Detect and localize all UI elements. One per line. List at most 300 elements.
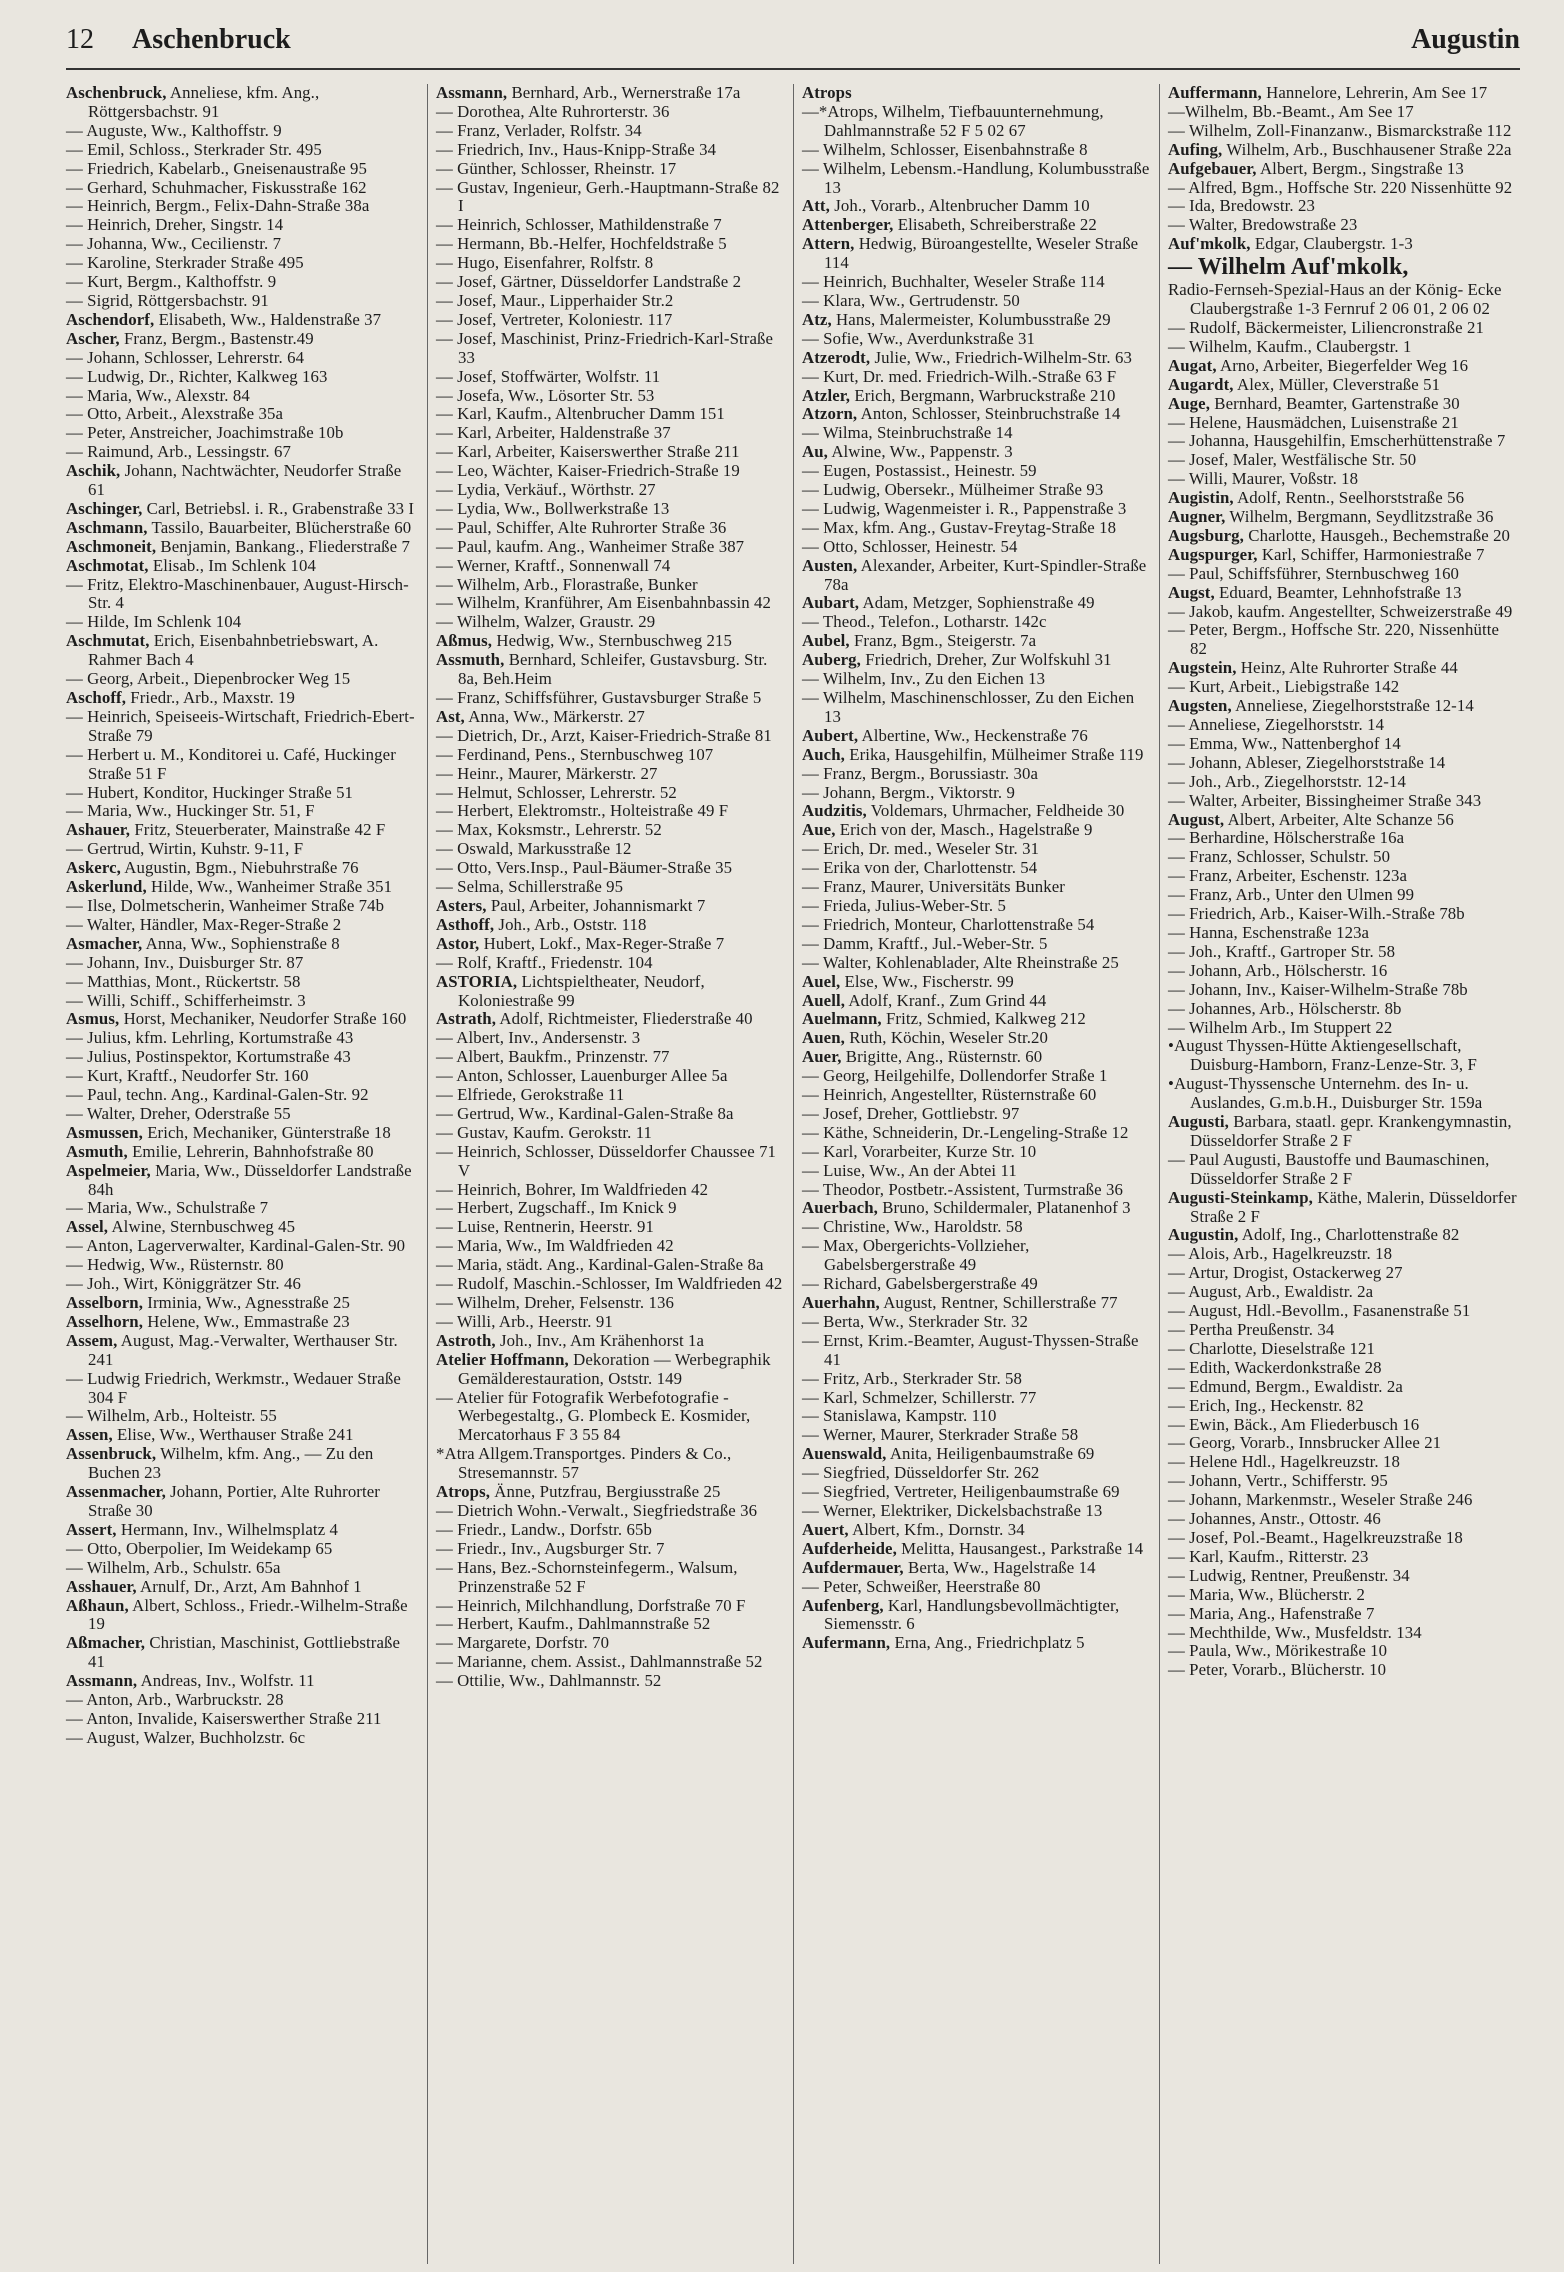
entry-surname: Aubart, [802, 593, 860, 613]
directory-entry [66, 197, 421, 216]
directory-entry [66, 500, 421, 519]
directory-entry [1168, 357, 1520, 376]
entry-text: — Johanna, Ww., Cecilienstr. 7 [66, 234, 282, 254]
entry-text: Elisabeth, Ww., Haldenstraße 37 [154, 309, 382, 329]
directory-entry [436, 1313, 787, 1332]
directory-entry [1168, 508, 1520, 527]
entry-text: Albert, Bergm., Singstraße 13 [1256, 158, 1464, 178]
entry-text: Helene, Ww., Emmastraße 23 [143, 1311, 350, 1331]
entry-text: — Werner, Elektriker, Dickelsbachstraße 13 [802, 1500, 1103, 1520]
entry-surname: Assem, [66, 1330, 118, 1350]
directory-entry [436, 160, 787, 179]
entry-surname: Ast, [436, 706, 465, 726]
directory-entry [66, 368, 421, 387]
entry-text: — Margarete, Dorfstr. 70 [436, 1633, 610, 1653]
entry-text: Adolf, Ing., Charlottenstraße 82 [1238, 1225, 1460, 1245]
entry-text: — Sigrid, Röttgersbachstr. 91 [66, 290, 269, 310]
directory-entry [802, 330, 1153, 349]
directory-entry [436, 424, 787, 443]
directory-entry [802, 103, 1153, 141]
directory-entry [802, 1181, 1153, 1200]
entry-surname: Aufgebauer, [1168, 158, 1257, 178]
directory-entry [802, 897, 1153, 916]
entry-text: — Rolf, Kraftf., Friedenstr. 104 [436, 952, 653, 972]
directory-entry [802, 368, 1153, 387]
entry-text: Käthe, Malerin, Düsseldorfer Straße 2 F [1190, 1187, 1517, 1226]
entry-text: — Max, Koksmstr., Lehrerstr. 52 [436, 820, 662, 840]
entry-text: Friedr., Arb., Maxstr. 19 [126, 688, 296, 707]
entry-text: — Hubert, Konditor, Huckinger Straße 51 [66, 782, 354, 802]
directory-entry [66, 1029, 421, 1048]
directory-entry [1168, 1226, 1520, 1245]
directory-entry [1168, 1340, 1520, 1359]
directory-entry [436, 821, 787, 840]
entry-text: — Siegfried, Vertreter, Heiligenbaumstraße 69 [802, 1482, 1120, 1502]
directory-entry [1168, 1548, 1520, 1567]
entry-text: — Kurt, Arbeit., Liebigstraße 142 [1168, 677, 1400, 697]
directory-entry [802, 235, 1153, 273]
entry-text: — Julius, kfm. Lehrling, Kortumstraße 43 [66, 1028, 354, 1048]
entry-text: —Wilhelm, Bb.-Beamt., Am See 17 [1168, 101, 1414, 121]
directory-entry [1168, 981, 1520, 1000]
entry-text: — Dorothea, Alte Ruhrorterstr. 36 [436, 101, 670, 121]
directory-entry [66, 1086, 421, 1105]
directory-entry [436, 1294, 787, 1313]
directory-entry [436, 840, 787, 859]
entry-text: — Peter, Schweißer, Heerstraße 80 [802, 1576, 1041, 1596]
directory-entry [1168, 792, 1520, 811]
entry-text: — Gustav, Ingenieur, Gerh.-Hauptmann-Straße 82 I [436, 177, 780, 216]
directory-entry [66, 1162, 421, 1200]
entry-text: — Heinrich, Schlosser, Mathildenstraße 7 [436, 215, 722, 235]
entry-surname: Aue, [802, 820, 836, 840]
entry-surname: Asmuth, [66, 1141, 128, 1161]
directory-entry [1168, 1529, 1520, 1548]
entry-text: — Maria, Ww., Alexstr. 84 [66, 385, 250, 405]
entry-text: — Marianne, chem. Assist., Dahlmannstraße 52 [436, 1652, 763, 1672]
entry-text: — Damm, Kraftf., Jul.-Weber-Str. 5 [802, 933, 1048, 953]
directory-entry [1168, 414, 1520, 433]
entry-text: — Hugo, Eisenfahrer, Rolfstr. 8 [436, 253, 654, 273]
entry-text: — Luise, Ww., An der Abtei 11 [802, 1160, 1017, 1180]
entry-text: Horst, Mechaniker, Neudorfer Straße 160 [119, 1009, 407, 1029]
entry-text: Tassilo, Bauarbeiter, Blücherstraße 60 [147, 517, 412, 537]
entry-text: — Wilhelm, Arb., Holteistr. 55 [66, 1406, 277, 1426]
entry-text: — Anton, Schlosser, Lauenburger Allee 5a [436, 1066, 728, 1086]
entry-text: — Wilhelm, Walzer, Graustr. 29 [436, 612, 656, 632]
directory-entry [1168, 621, 1520, 659]
entry-text: — Franz, Maurer, Universitäts Bunker [802, 877, 1065, 897]
entry-text: — Johann, Inv., Duisburger Str. 87 [66, 952, 304, 972]
entry-text: August, Mag.-Verwalter, Werthauser Str. 241 [88, 1330, 398, 1369]
entry-text: — Helmut, Schlosser, Lehrerstr. 52 [436, 782, 677, 802]
entry-text: — Maria, Ww., Blücherstr. 2 [1168, 1584, 1366, 1604]
directory-entry [802, 670, 1153, 689]
entry-text: — Fritz, Arb., Sterkrader Str. 58 [802, 1368, 1023, 1388]
entry-text: Elisab., Im Schlenk 104 [148, 555, 316, 575]
directory-entry [802, 1275, 1153, 1294]
entry-text: Maria, Ww., Düsseldorfer Landstraße 84h [88, 1160, 412, 1199]
directory-entry [66, 1048, 421, 1067]
entry-text: — Ludwig, Rentner, Preußenstr. 34 [1168, 1565, 1410, 1585]
entry-text: — Dietrich, Dr., Arzt, Kaiser-Friedrich-Straße 81 [436, 725, 772, 745]
entry-text: — Karl, Schmelzer, Schillerstr. 77 [802, 1387, 1037, 1407]
directory-entry [1168, 659, 1520, 678]
entry-text: — Willi, Schiff., Schifferheimstr. 3 [66, 990, 306, 1010]
entry-surname: Asselhorn, [66, 1311, 143, 1331]
directory-entry [436, 784, 787, 803]
entry-text: — Franz, Verlader, Rolfstr. 34 [436, 120, 642, 140]
entry-text: — Maria, Ang., Hafenstraße 7 [1168, 1603, 1375, 1623]
entry-text: Fritz, Steuerberater, Mainstraße 42 F [130, 820, 386, 840]
directory-entry [1168, 1302, 1520, 1321]
entry-text: — Anton, Invalide, Kaiserswerther Straße 211 [66, 1708, 382, 1728]
directory-entry [66, 1275, 421, 1294]
directory-entry [66, 1672, 421, 1691]
directory-entry [66, 1540, 421, 1559]
columns [30, 84, 1534, 2264]
directory-entry [66, 1313, 421, 1332]
entry-text: Brigitte, Ang., Rüsternstr. 60 [841, 1047, 1043, 1067]
entry-text: — Heinrich, Buchhalter, Weseler Straße 114 [802, 272, 1105, 292]
directory-entry [802, 821, 1153, 840]
entry-text: Joh., Arb., Oststr. 118 [494, 914, 647, 934]
entry-text: — Walter, Bredowstraße 23 [1168, 215, 1358, 235]
directory-entry [66, 1426, 421, 1445]
entry-text: — Karl, Arbeiter, Haldenstraße 37 [436, 423, 671, 443]
entry-text: — Werner, Maurer, Sterkrader Straße 58 [802, 1425, 1079, 1445]
entry-text: — Karl, Vorarbeiter, Kurze Str. 10 [802, 1141, 1037, 1161]
entry-text: — Hanna, Eschenstraße 123a [1168, 922, 1370, 942]
directory-entry [802, 1162, 1153, 1181]
entry-text: — Günther, Schlosser, Rheinstr. 17 [436, 158, 677, 178]
entry-text: — Heinrich, Speiseeis-Wirtschaft, Friedrich-Ebert-Straße 79 [66, 706, 415, 745]
entry-text: — Joh., Arb., Ziegelhorststr. 12-14 [1168, 771, 1406, 791]
directory-entry [1168, 546, 1520, 565]
entry-text: Wilhelm, Bergmann, Seydlitzstraße 36 [1225, 507, 1494, 527]
entry-surname: Astrath, [436, 1009, 496, 1029]
entry-text: Elisabeth, Schreiberstraße 22 [893, 215, 1097, 235]
directory-entry [1168, 886, 1520, 905]
directory-entry [802, 1445, 1153, 1464]
entry-text: Albertine, Ww., Heckenstraße 76 [858, 725, 1088, 745]
directory-entry [1168, 470, 1520, 489]
directory-entry [1168, 1567, 1520, 1586]
entry-text: — Walter, Kohlenablader, Alte Rheinstraße 25 [802, 952, 1119, 972]
directory-entry [1168, 1378, 1520, 1397]
entry-surname: Asthoff, [436, 914, 495, 934]
directory-entry [436, 405, 787, 424]
entry-text: — Johann, Schlosser, Lehrerstr. 64 [66, 347, 305, 367]
entry-text: — Anton, Arb., Warbruckstr. 28 [66, 1690, 284, 1710]
entry-text: — Franz, Arbeiter, Eschenstr. 123a [1168, 866, 1407, 886]
entry-text: — Franz, Arb., Unter den Ulmen 99 [1168, 885, 1415, 905]
directory-entry [436, 1218, 787, 1237]
directory-entry [802, 1010, 1153, 1029]
directory-entry [1168, 216, 1520, 235]
directory-entry [802, 1048, 1153, 1067]
entry-surname: Ascher, [66, 328, 120, 348]
entry-surname: Aschmann, [66, 517, 148, 537]
entry-text: — Lydia, Verkäuf., Wörthstr. 27 [436, 480, 656, 500]
entry-text: Friedrich, Dreher, Zur Wolfskuhl 31 [860, 650, 1112, 670]
entry-text: — Otto, Arbeit., Alexstraße 35a [66, 404, 284, 424]
entry-surname: Audzitis, [802, 801, 867, 821]
directory-entry [436, 708, 787, 727]
column-2 [428, 84, 794, 2264]
directory-entry [802, 973, 1153, 992]
entry-text: — Albert, Baukfm., Prinzenstr. 77 [436, 1047, 670, 1067]
directory-entry [802, 557, 1153, 595]
directory-entry [436, 538, 787, 557]
entry-text: Melitta, Hausangest., Parkstraße 14 [896, 1538, 1144, 1558]
directory-entry [436, 1672, 787, 1691]
entry-surname: Augspurger, [1168, 544, 1258, 564]
entry-text: — Paul, kaufm. Ang., Wanheimer Straße 387 [436, 536, 745, 556]
entry-surname: Attenberger, [802, 215, 894, 235]
directory-entry [1168, 1113, 1520, 1151]
directory-entry [802, 1502, 1153, 1521]
entry-text: Radio-Fernseh-Spezial-Haus an der König- Ecke Claubergstraße 1-3 Fernruf 2 06 01, 2 06 02 [1168, 280, 1502, 319]
directory-entry [66, 1597, 421, 1635]
directory-entry [1168, 1283, 1520, 1302]
entry-text: Albert, Kfm., Dornstr. 34 [848, 1519, 1025, 1539]
directory-entry [66, 1710, 421, 1729]
directory-entry [802, 443, 1153, 462]
directory-entry [436, 935, 787, 954]
entry-text: — Hans, Bez.-Schornsteinfegerm., Walsum, Prinzenstraße 52 F [436, 1557, 738, 1596]
entry-surname: Aschmotat, [66, 555, 149, 575]
directory-entry [1168, 1397, 1520, 1416]
directory-entry [436, 632, 787, 651]
entry-text: — Heinrich, Bergm., Felix-Dahn-Straße 38a [66, 196, 370, 216]
directory-entry [66, 1332, 421, 1370]
directory-entry [1168, 867, 1520, 886]
entry-surname: Aschinger, [66, 498, 143, 518]
directory-entry [802, 1634, 1153, 1653]
entry-text: — Stanislawa, Kampstr. 110 [802, 1406, 997, 1426]
directory-entry [802, 802, 1153, 821]
directory-entry [802, 1597, 1153, 1635]
entry-text: — Paula, Ww., Mörikestraße 10 [1168, 1641, 1388, 1661]
directory-entry [436, 443, 787, 462]
directory-entry [66, 1199, 421, 1218]
directory-entry [436, 651, 787, 689]
entry-text: — Helene Hdl., Hagelkreuzstr. 18 [1168, 1452, 1401, 1472]
entry-surname: Aschendorf, [66, 309, 155, 329]
entry-surname: Assenbruck, [66, 1444, 157, 1464]
entry-text: — Willi, Maurer, Voßstr. 18 [1168, 469, 1359, 489]
entry-text: — Peter, Vorarb., Blücherstr. 10 [1168, 1660, 1387, 1680]
directory-entry [1168, 281, 1520, 319]
directory-entry [436, 1199, 787, 1218]
entry-text: — Artur, Drogist, Ostackerweg 27 [1168, 1263, 1403, 1283]
directory-entry [66, 1010, 421, 1029]
directory-entry [1168, 1434, 1520, 1453]
entry-text: — Eugen, Postassist., Heinestr. 59 [802, 461, 1037, 481]
directory-entry [436, 1029, 787, 1048]
directory-entry [1168, 141, 1520, 160]
entry-text: — Joh., Kraftf., Gartroper Str. 58 [1168, 941, 1396, 961]
directory-entry [66, 349, 421, 368]
directory-entry [66, 784, 421, 803]
entry-text: — Atelier für Fotografik Werbefotografie - Werbegestaltg., G. Plombeck E. Kosmider, Mercatorhaus F 3 55 84 [436, 1387, 751, 1445]
entry-text: Albert, Schloss., Friedr.-Wilhelm-Straße 19 [88, 1595, 408, 1634]
directory-entry [802, 1389, 1153, 1408]
directory-entry [66, 254, 421, 273]
directory-entry [436, 576, 787, 595]
entry-surname: Auberg, [802, 650, 861, 670]
entry-surname: August, [1168, 809, 1225, 829]
entry-text: Voldemars, Uhrmacher, Feldheide 30 [866, 801, 1125, 821]
entry-text: — Georg, Arbeit., Diepenbrocker Weg 15 [66, 669, 351, 689]
directory-entry [802, 1407, 1153, 1426]
entry-surname: Austen, [802, 555, 858, 575]
entry-surname: Askerc, [66, 858, 121, 878]
directory-entry [1168, 1624, 1520, 1643]
directory-entry [802, 1370, 1153, 1389]
entry-text: — Emil, Schloss., Sterkrader Str. 495 [66, 139, 322, 159]
entry-text: Erich, Bergmann, Warbruckstraße 210 [850, 385, 1116, 405]
directory-entry [1168, 527, 1520, 546]
entry-text: — Wilhelm, Schlosser, Eisenbahnstraße 8 [802, 139, 1088, 159]
entry-text: Benjamin, Bankang., Fliederstraße 7 [156, 536, 411, 556]
entry-surname: Auelmann, [802, 1009, 882, 1029]
directory-entry [436, 1237, 787, 1256]
entry-text: Erich von der, Masch., Hagelstraße 9 [835, 820, 1093, 840]
directory-entry [1168, 1491, 1520, 1510]
entry-text: — Friedrich, Monteur, Charlottenstraße 54 [802, 914, 1095, 934]
entry-text: Augustin, Bgm., Niebuhrstraße 76 [120, 858, 359, 878]
directory-entry [802, 840, 1153, 859]
directory-entry [66, 973, 421, 992]
directory-entry [1168, 735, 1520, 754]
entry-text: — Klara, Ww., Gertrudenstr. 50 [802, 290, 1020, 310]
directory-entry [66, 840, 421, 859]
directory-entry [1168, 1510, 1520, 1529]
directory-entry [66, 387, 421, 406]
entry-text: — Hilde, Im Schlenk 104 [66, 612, 242, 632]
directory-entry [1168, 254, 1520, 281]
entry-surname: Asmussen, [66, 1122, 143, 1142]
directory-entry [802, 1426, 1153, 1445]
entry-surname: Assen, [66, 1425, 113, 1445]
entry-text: — Ewin, Bäck., Am Fliederbusch 16 [1168, 1414, 1420, 1434]
directory-entry [436, 1540, 787, 1559]
directory-entry [802, 613, 1153, 632]
entry-text: — Wilhelm, Dreher, Felsenstr. 136 [436, 1293, 674, 1312]
entry-surname: Atzerodt, [802, 347, 871, 367]
directory-entry [66, 1124, 421, 1143]
entry-surname: Augistin, [1168, 488, 1234, 508]
entry-text: — Georg, Vorarb., Innsbrucker Allee 21 [1168, 1433, 1442, 1453]
entry-text: Bernhard, Schleifer, Gustavsburg. Str. 8a, Beh.Heim [458, 650, 768, 689]
entry-text: August, Rentner, Schillerstraße 77 [879, 1293, 1118, 1312]
directory-entry [436, 500, 787, 519]
entry-text: — Heinrich, Dreher, Singstr. 14 [66, 215, 284, 235]
entry-surname: Aschenbruck, [66, 84, 167, 102]
directory-entry [802, 746, 1153, 765]
directory-entry [66, 897, 421, 916]
directory-entry [436, 1445, 787, 1483]
entry-text: — Oswald, Markusstraße 12 [436, 839, 632, 859]
entry-text: — Karl, Arbeiter, Kaiserswerther Straße 211 [436, 442, 740, 462]
entry-text: — Kurt, Dr. med. Friedrich-Wilh.-Straße 63 F [802, 366, 1117, 386]
entry-text: Ruth, Köchin, Weseler Str.20 [844, 1028, 1048, 1048]
directory-entry [802, 538, 1153, 557]
entry-surname: Assmann, [436, 84, 508, 102]
directory-entry [436, 330, 787, 368]
page-header [66, 24, 1520, 70]
entry-surname: Atrops, [436, 1482, 491, 1502]
directory-entry [1168, 235, 1520, 254]
entry-text: Alex, Müller, Cleverstraße 51 [1233, 374, 1441, 394]
entry-text: — Friedrich, Inv., Haus-Knipp-Straße 34 [436, 139, 717, 159]
entry-text: —*Atrops, Wilhelm, Tiefbauunternehmung, Dahlmannstraße 52 F 5 02 67 [802, 101, 1104, 140]
directory-entry [436, 179, 787, 217]
entry-text: — Max, kfm. Ang., Gustav-Freytag-Straße 18 [802, 517, 1117, 537]
entry-surname: Auerhahn, [802, 1293, 880, 1312]
entry-text: — Elfriede, Gerokstraße 11 [436, 1085, 625, 1105]
directory-entry [1168, 697, 1520, 716]
entry-surname: Auerbach, [802, 1198, 878, 1218]
directory-entry [66, 802, 421, 821]
entry-text: — Herbert, Elektromstr., Holteistraße 49 F [436, 801, 729, 821]
directory-entry [66, 557, 421, 576]
entry-text: — August, Arb., Ewaldistr. 2a [1168, 1282, 1374, 1302]
entry-text: — Ida, Bredowstr. 23 [1168, 196, 1315, 216]
directory-entry [436, 481, 787, 500]
entry-text: — Peter, Bergm., Hoffsche Str. 220, Nissenhütte 82 [1168, 620, 1500, 659]
directory-entry [66, 141, 421, 160]
directory-entry [1168, 829, 1520, 848]
directory-entry [436, 368, 787, 387]
directory-entry [1168, 1019, 1520, 1038]
directory-entry [1168, 1472, 1520, 1491]
directory-entry [1168, 197, 1520, 216]
entry-text: — Herbert, Kaufm., Dahlmannstraße 52 [436, 1614, 711, 1634]
directory-entry [1168, 754, 1520, 773]
entry-text: Karl, Schiffer, Harmoniestraße 7 [1257, 544, 1485, 564]
entry-surname: Auert, [802, 1519, 849, 1539]
directory-entry [1168, 103, 1520, 122]
entry-text: — Johann, Ableser, Ziegelhorststraße 14 [1168, 752, 1446, 772]
entry-text: — Wilhelm, Kranführer, Am Eisenbahnbassin 42 [436, 593, 772, 613]
entry-text: — Alois, Arb., Hagelkreuzstr. 18 [1168, 1244, 1393, 1264]
entry-text: Edgar, Claubergstr. 1-3 [1250, 234, 1413, 254]
entry-text: — Wilhelm Arb., Im Stuppert 22 [1168, 1017, 1393, 1037]
directory-entry [66, 122, 421, 141]
entry-surname: Aschmutat, [66, 631, 150, 651]
entry-text: Barbara, staatl. gepr. Krankengymnastin, Düsseldorfer Straße 2 F [1190, 1112, 1512, 1150]
directory-entry [436, 1653, 787, 1672]
entry-text: — Friedr., Landw., Dorfstr. 65b [436, 1519, 652, 1539]
directory-entry [802, 1143, 1153, 1162]
directory-entry [802, 216, 1153, 235]
entry-text: — Erika von der, Charlottenstr. 54 [802, 858, 1038, 878]
directory-entry [66, 216, 421, 235]
entry-text: — Wilhelm, Inv., Zu den Eichen 13 [802, 669, 1046, 689]
directory-entry [802, 689, 1153, 727]
entry-text: — Friedrich, Kabelarb., Gneisenaustraße 95 [66, 158, 368, 178]
entry-text: — Edith, Wackerdonkstraße 28 [1168, 1357, 1382, 1377]
directory-entry [66, 1237, 421, 1256]
entry-text: — Rudolf, Maschin.-Schlosser, Im Waldfrieden 42 [436, 1274, 783, 1294]
entry-text: Adolf, Kranf., Zum Grind 44 [845, 990, 1047, 1010]
directory-entry [436, 1389, 787, 1446]
entry-text: — Heinrich, Angestellter, Rüsternstraße 60 [802, 1085, 1097, 1105]
directory-entry [66, 576, 421, 614]
